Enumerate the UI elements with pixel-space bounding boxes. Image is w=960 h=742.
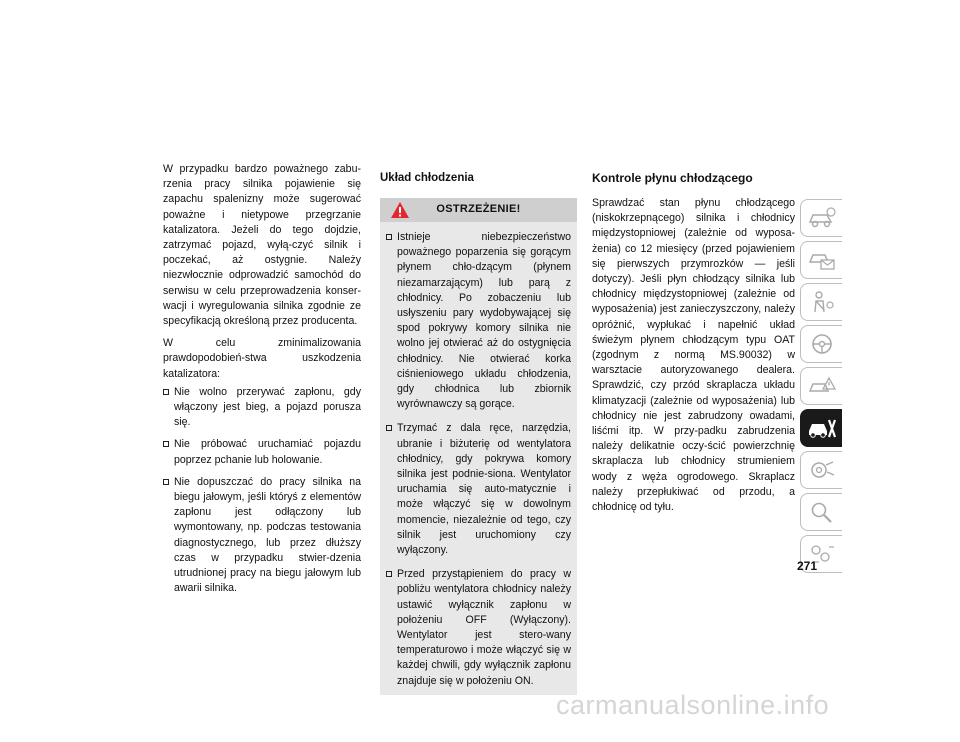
warning-title: OSTRZEŻENIE! — [436, 203, 521, 216]
section-title: Kontrole płynu chłodzącego — [592, 171, 753, 185]
tab-car-tools[interactable] — [800, 409, 842, 447]
paragraph: Sprawdzać stan płynu chłodzącego (niskokrzepnącego) silnika i chłodnicy międzystopniowej (zależnie od wyposa-żenia) co 12 miesięcy (przed pojawieniem się pierwszych przymrozków — jeśli dotyczy). Jeśli płyn chłodzący silnika lub chłodnicy międzystopniowej (zależnie od wyposażenia) jest zanieczyszczony, należy opróżnić, wypłukać i napełnić układ świeżym płynem chłodzącym typu OAT (zgodnym z normą MS.90032) w warsztacie autoryzowanego dealera. Sprawdzić, czy przód skraplacza układu klimatyzacji (zależnie od wyposażenia) lub chłodnicy nie jest zabrudzony owadami, liśćmi itp. W przy-padku zabrudzenia należy delikatnie oczy-ścić powierzchnię skraplacza lub chłodnicy strumieniem wody z węża ogrodowego. Skraplacz należy przepłukiwać od przodu, a chłodnicę od tyłu. — [592, 197, 795, 514]
tab-seatbelt[interactable] — [800, 283, 842, 321]
warning-body — [380, 222, 577, 689]
checkbox-bullet-icon — [163, 389, 169, 395]
warning-triangle-icon — [390, 201, 410, 219]
car-settings-icon — [807, 458, 837, 482]
warning-box — [380, 198, 577, 695]
tab-search[interactable] — [800, 493, 842, 531]
list-item: Istnieje niebezpieczeństwo poważnego poparzenia się gorącym płynem chło-dzącym (płynem niezamarzającym) lub parą z chłodnicy. Po zobaczeniu lub usłyszeniu pary wydobywającej się spod pokrywy komory silnika nie wolno jej otwierać aż do ostygnięcia chłodnicy. Nie otwierać korka ciśnieniowego układu chłodzenia, gdy chłodnica lub zbiornik wyrównawczy są gorące. — [386, 230, 571, 412]
checkbox-bullet-icon — [163, 479, 169, 485]
tab-steering-wheel[interactable] — [800, 325, 842, 363]
list-item: Przed przystąpieniem do pracy w pobliżu wentylatora chłodnicy należy ustawić wyłącznik zapłonu w położeniu OFF (Wyłączony). Wentylator jest stero-wany temperaturowo i może włączyć się w każdej chwili, gdy wyłącznik zapłonu znajduje się w położeniu ON. — [386, 567, 571, 689]
magnifier-icon — [807, 500, 837, 524]
list-item: Nie wolno przerywać zapłonu, gdy włączony jest bieg, a pojazd porusza się. — [163, 385, 361, 431]
paragraph: W przypadku bardzo poważnego zabu-rzenia pracy silnika pojawienie się zapachu spalenizny może sugerować poważne i nietypowe przegrzanie katalizatora. Jeżeli do tego dojdzie, zatrzymać pojazd, wyłą-czyć silnik i poczekać, aż ostygnie. Należy niezwłocznie odprowadzić samochód do serwisu w celu przeprowadzenia konser-wacji i wyregulowania silnika zgodnie ze specyfikacją określoną przez producenta. — [163, 163, 361, 328]
car-warning-icon — [807, 374, 837, 398]
list-item: Trzymać z dala ręce, narzędzia, ubranie i biżuterię od wentylatora chłodnicy, gdy pokrywa komory silnika jest podnie-siona. Wentylator uruchamia się auto-matycznie i może włączyć się w dowolnym momencie, niezależnie od tego, czy silnik jest uruchomiony czy wyłączony. — [386, 421, 571, 558]
tab-car-settings[interactable] — [800, 451, 842, 489]
warning-list — [386, 230, 571, 689]
tab-car-info[interactable] — [800, 199, 842, 237]
chapter-tabs — [800, 199, 842, 577]
tab-car-envelope[interactable] — [800, 241, 842, 279]
checkbox-bullet-icon — [386, 234, 392, 240]
watermark: carmanualsonline.info — [556, 690, 830, 720]
section-title: Układ chłodzenia — [380, 172, 474, 184]
column-middle — [380, 171, 577, 695]
bullet-list — [163, 385, 361, 597]
column-left — [163, 162, 361, 603]
checkbox-bullet-icon — [386, 425, 392, 431]
list-item: Nie dopuszczać do pracy silnika na biegu jałowym, jeśli któryś z elementów zapłonu jest odłączony lub wymontowany, np. podczas testowania diagnostycznego, lub przez dłuższy czas w przypadku stwier-dzenia utrudnionej pracy na biegu jałowym lub awarii silnika. — [163, 475, 361, 597]
steering-wheel-icon — [807, 332, 837, 356]
tab-car-warning[interactable] — [800, 367, 842, 405]
checkbox-bullet-icon — [163, 441, 169, 447]
page-number: 271 — [797, 559, 818, 573]
list-item: Nie próbować uruchamiać pojazdu poprzez pchanie lub holowanie. — [163, 437, 361, 467]
warning-header — [380, 198, 577, 222]
car-info-icon — [807, 206, 837, 230]
column-right — [592, 171, 795, 522]
checkbox-bullet-icon — [386, 571, 392, 577]
seatbelt-icon — [807, 290, 837, 314]
car-envelope-icon — [807, 248, 837, 272]
car-tools-icon — [807, 416, 837, 440]
paragraph: W celu zminimalizowania prawdopodobień-stwa uszkodzenia katalizatora: — [163, 337, 361, 380]
